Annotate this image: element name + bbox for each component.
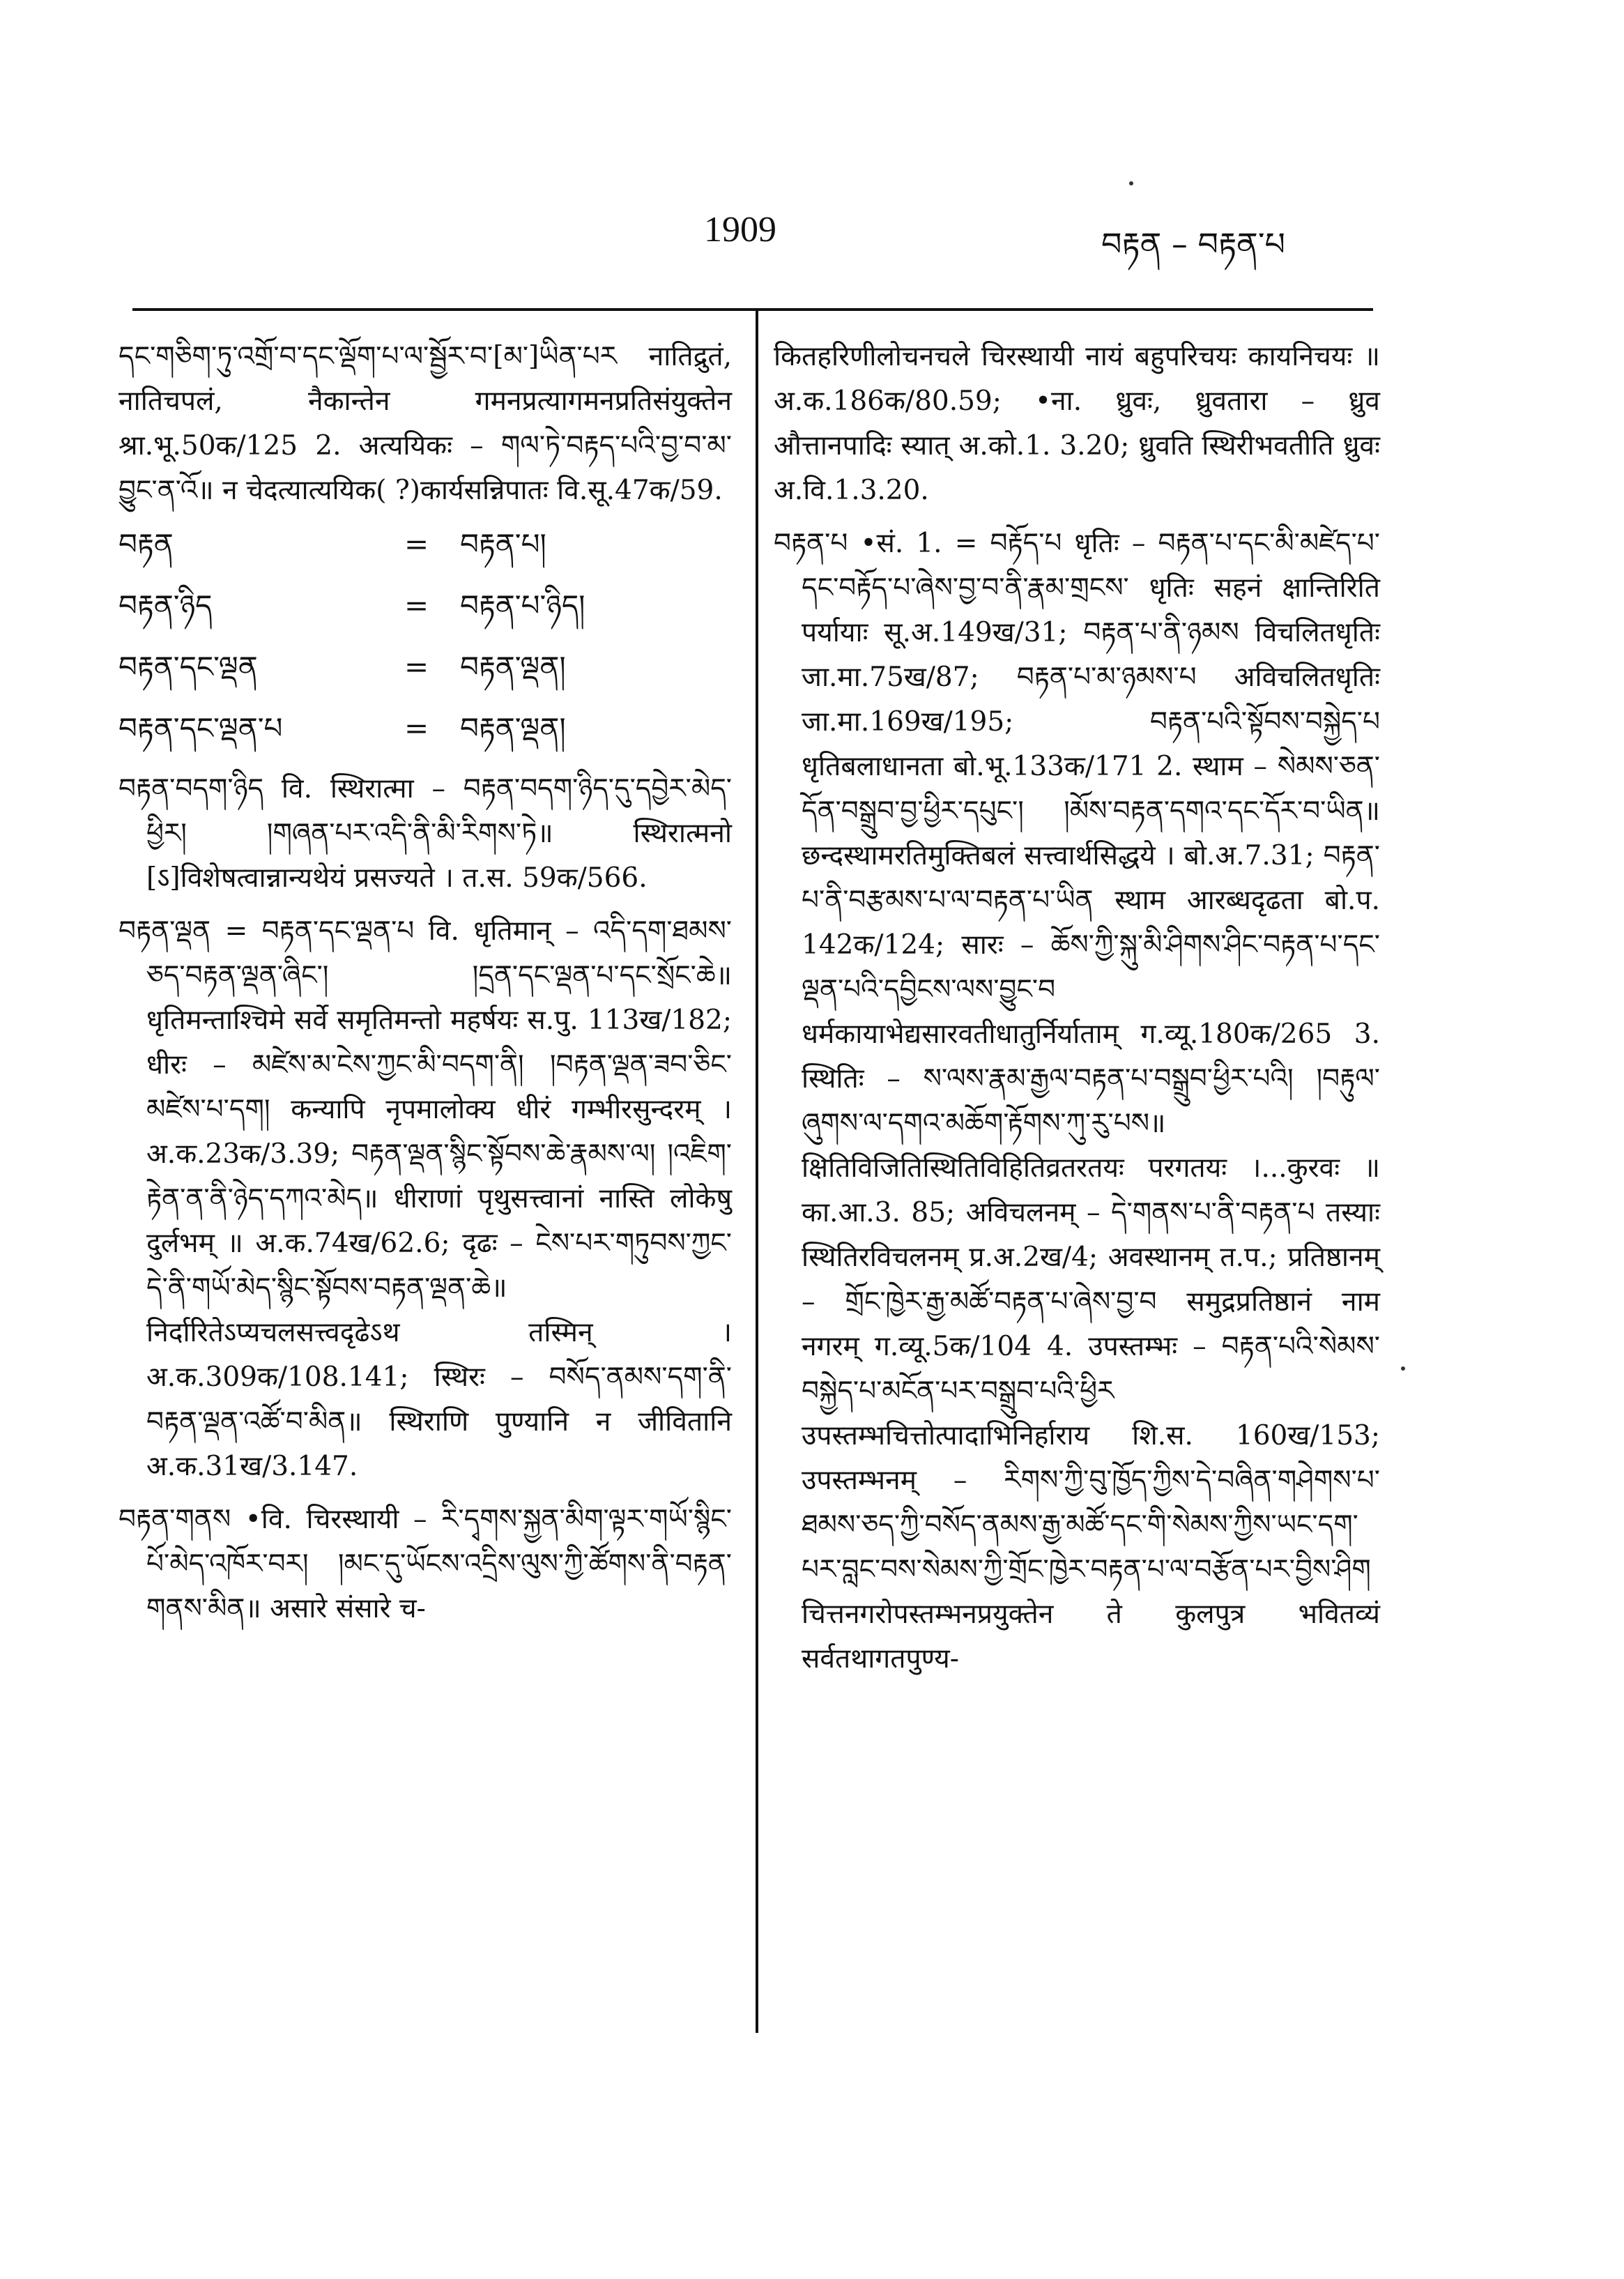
- alias-target: བརྟན་པ་ཉིད།: [460, 588, 585, 623]
- column-divider: [756, 311, 758, 2033]
- alias-target: བརྟན་པ།: [460, 527, 546, 561]
- right-continuation: कितहरिणीलोचनचले चिरस्थायी नायं बहुपरिचयः कायनिचयः ॥ अ.क.186क/80.59; •ना. ध्रुवः, ध्रुवतारा – ध्रुव औत्तानपादिः स्यात् अ.को.1. 3.20; ध्रुवति स्थिरीभवतीति ध्रुवः अ.वि.1.3.20.: [774, 341, 1380, 506]
- header-rule: [132, 308, 1373, 311]
- alias-term: བརྟན་དང་ལྡན: [118, 650, 258, 684]
- alias-equals: =: [404, 527, 429, 561]
- alias-term: བརྟན་ཉིད: [118, 588, 213, 623]
- alias-row: [118, 706, 732, 752]
- dictionary-entry: བརྟན་གནས •वि. चिरस्थायी – རི་དྭགས་སྐྱན་མིག་ལྟར་གཡོ་སྙིང་པོ་མེད་འཁོར་བར། །མང་དུ་ཡོངས་འདྲིས་ལུས་ཀྱི་ཚོགས་ནི་བརྟན་གནས་མིན॥ असारे संसारे च-: [118, 1504, 732, 1624]
- alias-term: བརྟན་དང་ལྡན་པ: [118, 711, 283, 745]
- alias-row: [118, 521, 732, 567]
- alias-target: བརྟན་ལྡན།: [460, 711, 566, 745]
- alias-equals: =: [404, 588, 429, 623]
- scan-speck: [1401, 1366, 1405, 1371]
- dictionary-entry: བརྟན་ལྡན = བརྟན་དང་ལྡན་པ वि. धृतिमान् – འདི་དག་ཐམས་ཅད་བརྟན་ལྡན་ཞིང་། །དྲན་དང་ལྡན་པ་དང་སྲོང་ཆེ॥ धृतिमन्ताश्चिमे सर्वे समृतिमन्तो महर्षयः स.पु. 113ख/182; धीरः – མཛེས་མ་ངེས་ཀྱང་མི་བདག་ནི། །བརྟན་ལྡན་ཟབ་ཅིང་མཛེས་པ་དག། कन्यापि नृपमालोक्य धीरं गम्भीरसुन्दरम् । अ.क.23क/3.39; བརྟན་ལྡན་སྙིང་སྟོབས་ཆེ་རྣམས་ལ། །འཇིག་རྟེན་ན་ནི་ཉེད་དཀའ་མེད॥ धीराणां पृथुसत्त्वानां नास्ति लोकेषु दुर्लभम् ॥ अ.क.74ख/62.6; दृढः – ངེས་པར་གཏུབས་ཀྱང་དེ་ནི་གཡོ་མེད་སྙིང་སྟོབས་བརྟན་ལྡན་ཆེ॥ निर्दारितेऽप्यचलसत्त्वदृढेऽथ तस्मिन् । अ.क.309क/108.141; स्थिरः – བསོད་ནམས་དག་ནི་བརྟན་ལྡན་འཚོ་བ་མིན॥ स्थिराणि पुण्यानि न जीवितानि अ.क.31ख/3.147.: [118, 915, 732, 1482]
- alias-row: [118, 583, 732, 629]
- running-head: བརྟན – བརྟན་པ: [1101, 225, 1285, 263]
- dictionary-entry: བརྟན་པ •सं. 1. = བརྟོད་པ धृतिः – བརྟན་པ་དང་མི་མཛེད་པ་དང་བརྟོད་པ་ཞེས་བྱ་བ་ནི་རྣམ་གྲངས་ धृतिः सहनं क्षान्तिरिति पर्यायाः सू.अ.149ख/31; བརྟན་པ་ནི་ཉམས विचलितधृतिः जा.मा.75ख/87; བརྟན་པ་མ་ཉམས་པ अविचलितधृतिः जा.मा.169ख/195; བརྟན་པའི་སྟོབས་བསྐྱེད་པ धृतिबलाधानता बो.भू.133क/171 2. स्थाम – སེམས་ཅན་དོན་བསྒྲུབ་བྱ་ཕྱིར་དཔུང་། །མོས་བརྟན་དགའ་དང་དོར་བ་ཡིན॥ छन्दस्थामरतिमुक्तिबलं सत्त्वार्थसिद्धये । बो.अ.7.31; བརྟན་པ་ནི་བརྩམས་པ་ལ་བརྟན་པ་ཡིན स्थाम आरब्धदृढता बो.प. 142क/124; सारः – ཆོས་ཀྱི་སྐུ་མི་ཤིགས་ཤིང་བརྟན་པ་དང་ལྡན་པའི་དབྱིངས་ལས་བྱུང་བ धर्मकायाभेद्यसारवतीधातुर्निर्याताम् ग.व्यू.180क/265 3. स्थितिः – ས་ལས་རྣམ་རྒྱལ་བརྟན་པ་བསྒྲུབ་ཕྱིར་པའི། །བརྟུལ་ཞུགས་ལ་དགའ་མཆོག་རྟོགས་ཀུ་རུ་པས॥ क्षितिविजितिस्थितिविहितिव्रतरतयः परगतयः ।...कुरवः ॥ का.आ.3. 85; अविचलनम् – དེ་གནས་པ་ནི་བརྟན་པ तस्याः स्थितिरविचलनम् प्र.अ.2ख/4; अवस्थानम् त.प.; प्रतिष्ठानम् – གྲོང་ཁྱེར་རྒྱ་མཚོ་བརྟན་པ་ཞེས་བྱ་བ समुद्रप्रतिष्ठानं नाम नगरम् ग.व्यू.5क/104 4. उपस्तम्भः – བརྟན་པའི་སེམས་བསྐྱེད་པ་མངོན་པར་བསྒྲུབ་པའི་ཕྱིར उपस्तम्भचित्तोत्पादाभिनिर्हाराय शि.स. 160ख/153; उपस्तम्भनम् – རིགས་ཀྱི་བུ་ཁྱོད་ཀྱིས་དེ་བཞིན་གཤེགས་པ་ཐམས་ཅད་ཀྱི་བསོད་ནམས་རྒྱ་མཚོ་དང་གི་སེམས་ཀྱིས་ཡང་དག་པར་བླང་བས་སེམས་ཀྱི་གྲོང་ཁྱེར་བརྟན་པ་ལ་བརྩོན་པར་བྱིས་ཤིག चित्तनगरोपस्तम्भनप्रयुक्तेन ते कुलपुत्र भवितव्यं सर्वतथागतपुण्य-: [774, 528, 1380, 1675]
- alias-equals: =: [404, 650, 429, 684]
- right-column: [774, 335, 1380, 1690]
- alias-target: བརྟན་ལྡན།: [460, 650, 566, 684]
- dictionary-entry: བརྟན་བདག་ཉིད वि. स्थिरात्मा – བརྟན་བདག་ཉིད་དུ་དབྱེར་མེད་ཕྱིར། །གཞན་པར་འདི་ནི་མི་རིགས་ཏེ॥ स्थिरात्मनो [ऽ]विशेषत्वान्नान्यथेयं प्रसज्यते । त.स. 59क/566.: [118, 773, 732, 894]
- alias-row: [118, 644, 732, 690]
- page-number: 1909: [704, 210, 776, 250]
- alias-term: བརྟན: [118, 527, 174, 561]
- alias-equals: =: [404, 711, 429, 745]
- scan-speck: [1129, 181, 1133, 185]
- left-continuation: དང་གཅིག་ཏུ་འགྲོ་བ་དང་ལྡོག་པ་ལ་སྦྱོར་བ་[མ་]ཡིན་པར नातिद्रुतं, नातिचपलं, नैकान्तेन गमनप्रत्यागमनप्रतिसंयुक्तेन श्रा.भू.50क/125 2. अत्ययिकः – གལ་ཏེ་བརྟད་པའི་བྱ་བ་མ་བྱུང་ན་འོ॥ न चेदत्यात्ययिक( ?)कार्यसन्निपातः वि.सू.47क/59.: [118, 341, 732, 506]
- left-column: [118, 335, 732, 1640]
